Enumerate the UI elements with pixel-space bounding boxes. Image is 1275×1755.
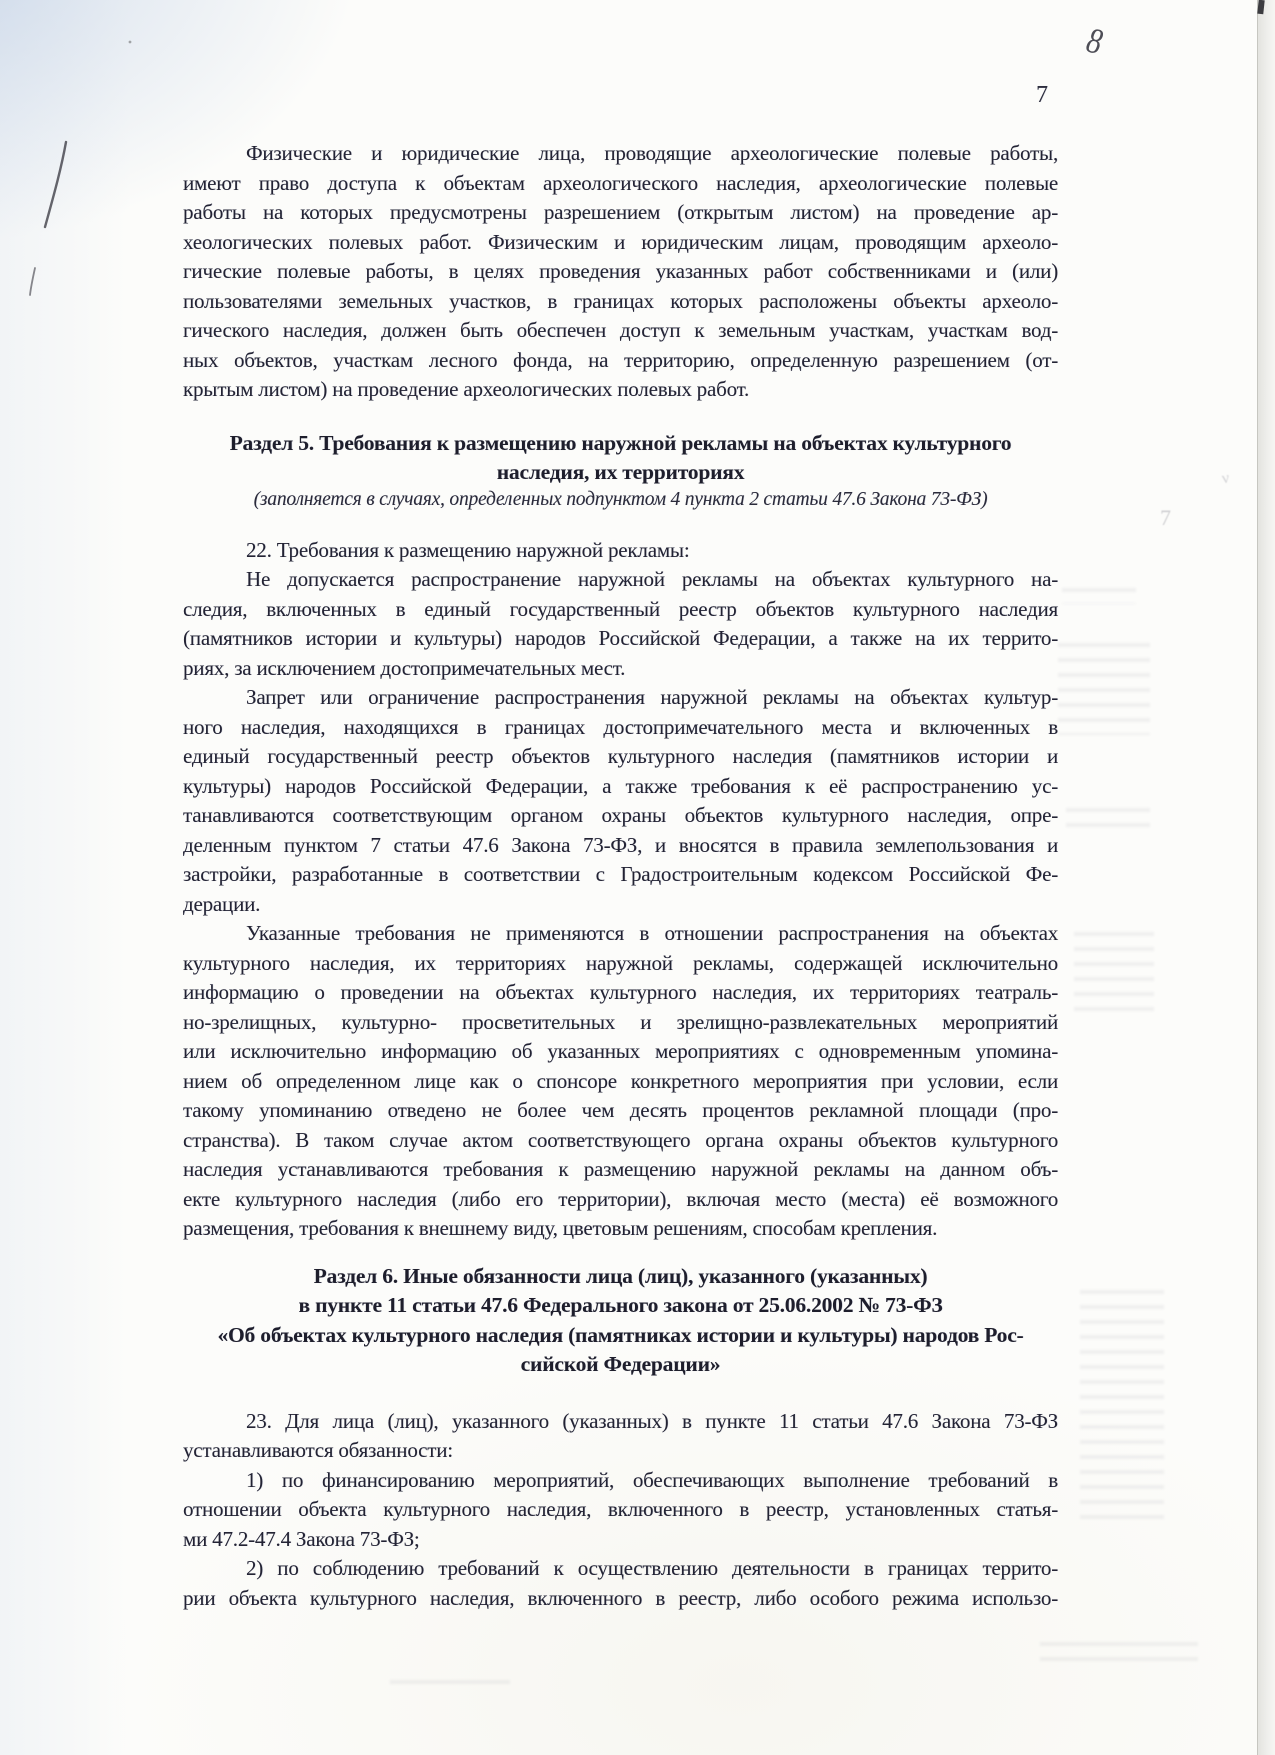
text-line: танавливаются соответствующим органом охраны объектов культурного наследия, опре-: [183, 803, 1058, 827]
text-line: 22. Требования к размещению наружной рекламы:: [246, 537, 690, 562]
text-line: ных объектов, участкам лесного фонда, на территорию, определенную разрешением (от-: [183, 347, 1058, 372]
text-line: 2) по соблюдению требований к осуществлению деятельности в границах террито-: [246, 1556, 1058, 1580]
section-5-note: (заполняется в случаях, определенных подпунктом 4 пункта 2 статьи 47.6 Закона 73-ФЗ): [253, 488, 988, 510]
text-line: ми 47.2-47.4 Закона 73-ФЗ;: [183, 1526, 420, 1551]
heading-line: «Об объектах культурного наследия (памятниках истории и культуры) народов Рос-: [217, 1322, 1024, 1347]
text-line: застройки, разработанные в соответствии с Градостроительным кодексом Российской Фе-: [183, 862, 1058, 886]
text-line: но-зрелищных, культурно- просветительных и зрелищно-развлекательных мероприятий: [183, 1009, 1058, 1034]
clause-22-paragraph-a: [183, 565, 1058, 683]
text-line: культуры) народов Российской Федерации, а также требования к её распространению ус-: [183, 773, 1058, 798]
text-line: гические полевые работы, в целях проведения указанных работ собственниками и (или): [183, 259, 1058, 283]
bleedthrough-artifact: [1074, 932, 1154, 1016]
section-6-heading: [183, 1262, 1058, 1380]
text-line: ного наследия, находящихся в границах достопримечательного места и включенных в: [183, 714, 1058, 739]
text-line: следия, включенных в единый государственный реестр объектов культурного наследия: [183, 596, 1058, 621]
text-line: единый государственный реестр объектов культурного наследия (памятников истории и: [183, 744, 1058, 768]
handwritten-page-number: 8: [1080, 20, 1110, 62]
clause-22-intro: [183, 536, 1058, 566]
text-line: работы на которых предусмотрены разрешением (открытым листом) на проведение ар-: [183, 200, 1058, 224]
bleedthrough-mark: ν: [1220, 469, 1231, 488]
text-line: культурного наследия, их территориях наружной рекламы, содержащей исключительно: [183, 950, 1058, 975]
text-line: Не допускается распространение наружной рекламы на объектах культурного на-: [246, 567, 1058, 591]
heading-line: наследия, их территориях: [496, 460, 745, 484]
text-line: нием об определенном лице как о спонсоре конкретного мероприятия при условии, если: [183, 1068, 1058, 1093]
text-line: Указанные требования не применяются в отношении распространения на объектах: [246, 921, 1058, 945]
text-line: 23. Для лица (лиц), указанного (указанных) в пункте 11 статьи 47.6 Закона 73-ФЗ: [246, 1408, 1058, 1433]
text-line: имеют право доступа к объектам археологического наследия, археологические полевые: [183, 170, 1058, 195]
clause-23-subitem-2: [183, 1554, 1058, 1613]
section-5-heading: [183, 429, 1058, 512]
text-line: (памятников истории и культуры) народов Российской Федерации, а также на их террито-: [183, 626, 1058, 650]
bleedthrough-artifact: [1066, 808, 1150, 838]
text-line: рии объекта культурного наследия, включенного в реестр, либо особого режима использо-: [183, 1585, 1058, 1610]
text-line: или исключительно информацию об указанных мероприятиях с одновременным упомина-: [183, 1039, 1058, 1063]
text-line: екте культурного наследия (либо его территории), включая место (места) её возможного: [183, 1186, 1058, 1211]
text-line: отношении объекта культурного наследия, включенного в реестр, установленных статья-: [183, 1497, 1058, 1521]
text-line: странства). В таком случае актом соответствующего органа охраны объектов культурного: [183, 1127, 1058, 1152]
heading-line: в пункте 11 статьи 47.6 Федерального закона от 25.06.2002 № 73-ФЗ: [298, 1293, 943, 1317]
heading-line: сийской Федерации»: [520, 1352, 721, 1376]
text-line: размещения, требования к внешнему виду, цветовым решениям, способам крепления.: [183, 1216, 938, 1240]
text-line: Запрет или ограничение распространения наружной рекламы на объектах культур-: [246, 685, 1058, 709]
clause-22-paragraph-b: [183, 683, 1058, 919]
text-line: такому упоминанию отведено не более чем десять процентов рекламной площади (про-: [183, 1098, 1058, 1122]
bleedthrough-seven: 7: [1160, 505, 1171, 530]
text-line: информацию о проведении на объектах культурного наследия, их территориях театраль-: [183, 980, 1058, 1004]
text-line: наследия устанавливаются требования к размещению наружной рекламы на данном объ-: [183, 1157, 1058, 1181]
bleedthrough-artifact: [390, 1680, 510, 1694]
text-line: Физические и юридические лица, проводящие археологические полевые работы,: [246, 141, 1058, 165]
clause-23-subitem-1: [183, 1466, 1058, 1555]
bleedthrough-artifact: [1062, 588, 1136, 604]
text-line: риях, за исключением достопримечательных мест.: [183, 655, 626, 680]
text-line: пользователями земельных участков, в границах которых расположены объекты археоло-: [183, 288, 1058, 313]
clause-22-paragraph-c: [183, 919, 1058, 1244]
clause-23-intro: [183, 1407, 1058, 1466]
scan-edge: [1257, 0, 1275, 1755]
text-line: гического наследия, должен быть обеспечен доступ к земельным участкам, участкам вод-: [183, 318, 1058, 342]
bleedthrough-artifact: [1040, 1642, 1198, 1670]
text-line: крытым листом) на проведение археологических полевых работ.: [183, 377, 750, 401]
heading-line: Раздел 5. Требования к размещению наружной рекламы на объектах культурного: [229, 430, 1012, 455]
text-line: деленным пунктом 7 статьи 47.6 Закона 73-ФЗ, и вносятся в правила землепользования и: [183, 832, 1058, 857]
bleedthrough-artifact: [1080, 1290, 1164, 1525]
bleedthrough-artifact: [1058, 643, 1150, 735]
heading-line: Раздел 6. Иные обязанности лица (лиц), указанного (указанных): [313, 1263, 928, 1288]
text-line: дерации.: [183, 891, 261, 916]
paragraph-archaeology-access: [183, 139, 1058, 405]
text-line: устанавливаются обязанности:: [183, 1438, 453, 1462]
document-body: [183, 139, 1058, 1613]
text-line: хеологических полевых работ. Физическим и юридическим лицам, проводящим археоло-: [183, 229, 1058, 254]
text-line: 1) по финансированию мероприятий, обеспечивающих выполнение требований в: [246, 1467, 1058, 1492]
page-number: 7: [1036, 82, 1048, 108]
